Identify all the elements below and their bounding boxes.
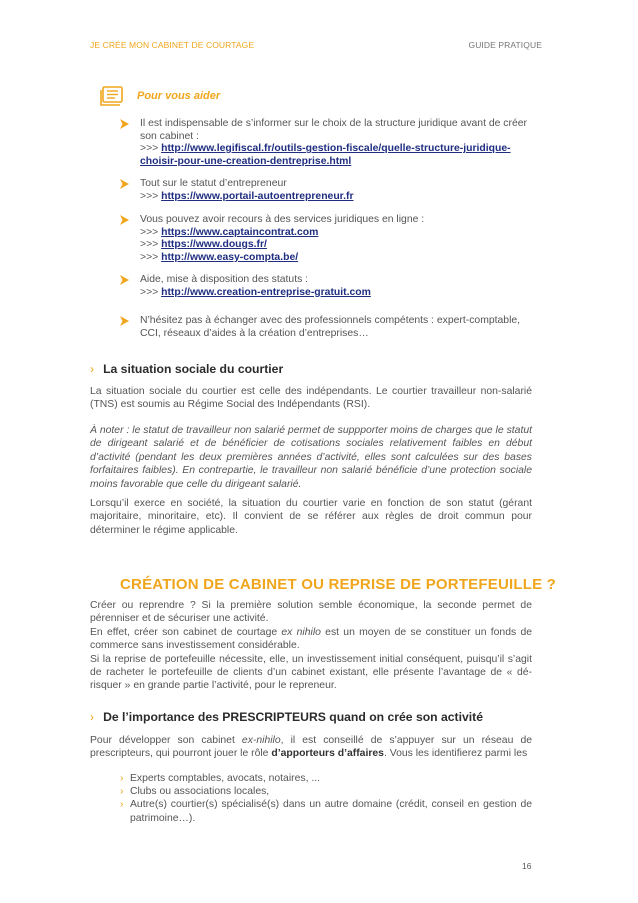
arrow-right-icon xyxy=(120,215,129,225)
link-prefix: >>> xyxy=(140,143,162,155)
help-item xyxy=(120,274,540,299)
link-creation-entreprise[interactable]: http://www.creation-entreprise-gratuit.com xyxy=(161,286,371,298)
section-title-text: La situation sociale du courtier xyxy=(103,362,284,376)
arrow-right-icon xyxy=(120,179,129,189)
arrow-right-icon xyxy=(120,119,129,129)
help-header xyxy=(100,84,540,108)
section-marker: › xyxy=(90,710,95,724)
link-prefix: >>> xyxy=(140,190,162,202)
section-title-prescripteurs xyxy=(90,710,483,724)
bold-term: d’apporteurs d’affaires xyxy=(271,748,384,760)
link-prefix: >>> xyxy=(140,226,162,238)
bullet-marker: › xyxy=(120,786,124,798)
book-icon xyxy=(100,85,124,107)
help-item-text: Il est indispensable de s’informer sur le choix de la structure juridique avant de créer son cabinet : xyxy=(140,118,527,142)
link-prefix: >>> xyxy=(140,239,162,251)
link-portail-autoentrepreneur[interactable]: https://www.portail-autoentrepreneur.fr xyxy=(161,190,354,202)
paragraph-line: En effet, créer son cabinet de courtage ex nihilo est un moyen de se constituer un fonds de commerce sans investissement considérable. xyxy=(90,626,532,652)
help-item-text: Tout sur le statut d’entrepreneur xyxy=(140,178,287,189)
link-dougs[interactable]: https://www.dougs.fr/ xyxy=(161,239,267,251)
bullet-marker: › xyxy=(120,799,124,811)
paragraph: La situation sociale du courtier est celle des indépendants. Le courtier travailleur non-salarié (TNS) est soumis au Régime Social des Indépendants (RSI). xyxy=(90,386,532,411)
arrow-right-icon xyxy=(120,316,129,326)
header-left: JE CRÉE MON CABINET DE COURTAGE xyxy=(90,40,255,50)
note-paragraph: À noter : le statut de travailleur non salarié permet de suppporter moins de charges que le statut de dirigeant salarié et de bénéficier de cotisations sociales relativement faibles en début d’activité (pendant les deux premières années d’activité, elles sont calculées sur des bases forfaitaires faibles). En contrepartie, le travailleur non salarié bénéficie d’une protection sociale moins favorable que celle du dirigeant salarié. xyxy=(90,425,532,490)
paragraph: Pour développer son cabinet ex-nihilo, il est conseillé de s’appuyer sur un réseau de prescripteurs, qui pourront jouer le rôle d’apporteurs d’affaires. Vous les identifierez parmi les xyxy=(90,735,532,760)
link-captaincontrat[interactable]: https://www.captaincontrat.com xyxy=(161,226,319,238)
help-item-text: Aide, mise à disposition des statuts : xyxy=(140,274,309,285)
help-item xyxy=(120,214,540,264)
help-item xyxy=(120,178,540,203)
list-item: › Experts comptables, avocats, notaires, ... xyxy=(120,773,321,784)
italic-term: ex nihilo xyxy=(281,626,321,638)
help-item xyxy=(120,315,540,340)
italic-term: ex-nihilo xyxy=(241,735,281,746)
list-item: › Clubs ou associations locales, xyxy=(120,786,270,798)
section-title-situation-sociale xyxy=(90,362,283,376)
paragraph xyxy=(90,599,532,693)
paragraph-line: Créer ou reprendre ? Si la première solution semble économique, la seconde permet de pérenniser et de sécuriser une activité. xyxy=(90,600,532,625)
page-number: 16 xyxy=(522,861,532,871)
help-box xyxy=(100,84,540,108)
chapter-title: CRÉATION DE CABINET OU REPRISE DE PORTEFEUILLE ? xyxy=(120,576,557,593)
link-easy-compta[interactable]: http://www.easy-compta.be/ xyxy=(161,251,299,263)
help-item xyxy=(120,118,540,168)
link-prefix: >>> xyxy=(140,286,162,298)
bullet-marker: › xyxy=(120,773,124,784)
header-right: GUIDE PRATIQUE xyxy=(468,40,542,50)
paragraph-line: Si la reprise de portefeuille nécessite, elle, un investissement initial conséquent, puisqu’il s’agit de racheter le portefeuille de clients d’un cabinet existant, elle présente l’avantage de « dé-risquer » en grande partie l’activité, pour le repreneur. xyxy=(90,653,532,692)
help-title: Pour vous aider xyxy=(137,90,221,102)
prescripteurs-list xyxy=(90,772,532,825)
link-legifiscal[interactable]: http://www.legifiscal.fr/outils-gestion-fiscale/quelle-structure-juridique-choisir-pour-une-creation-dentreprise.html xyxy=(140,143,511,167)
arrow-right-icon xyxy=(120,275,129,285)
help-item-text: Vous pouvez avoir recours à des services juridiques en ligne : xyxy=(140,214,425,225)
link-prefix: >>> xyxy=(140,251,162,263)
list-item: › Autre(s) courtier(s) spécialisé(s) dans un autre domaine (crédit, conseil en gestion de patrimoine…). xyxy=(120,799,532,824)
help-item-text: N’hésitez pas à échanger avec des professionnels compétents : expert-comptable, CCI, réseaux d’aides à la création d’entreprises… xyxy=(140,315,521,339)
section-title-text: De l’importance des PRESCRIPTEURS quand on crée son activité xyxy=(103,710,483,724)
section-marker: › xyxy=(90,362,95,376)
paragraph: Lorsqu’il exerce en société, la situation du courtier varie en fonction de son statut (gérant majoritaire, minoritaire, etc). Il convient de se référer aux règles de droit commun pour déterminer le régime applicable. xyxy=(90,498,532,536)
